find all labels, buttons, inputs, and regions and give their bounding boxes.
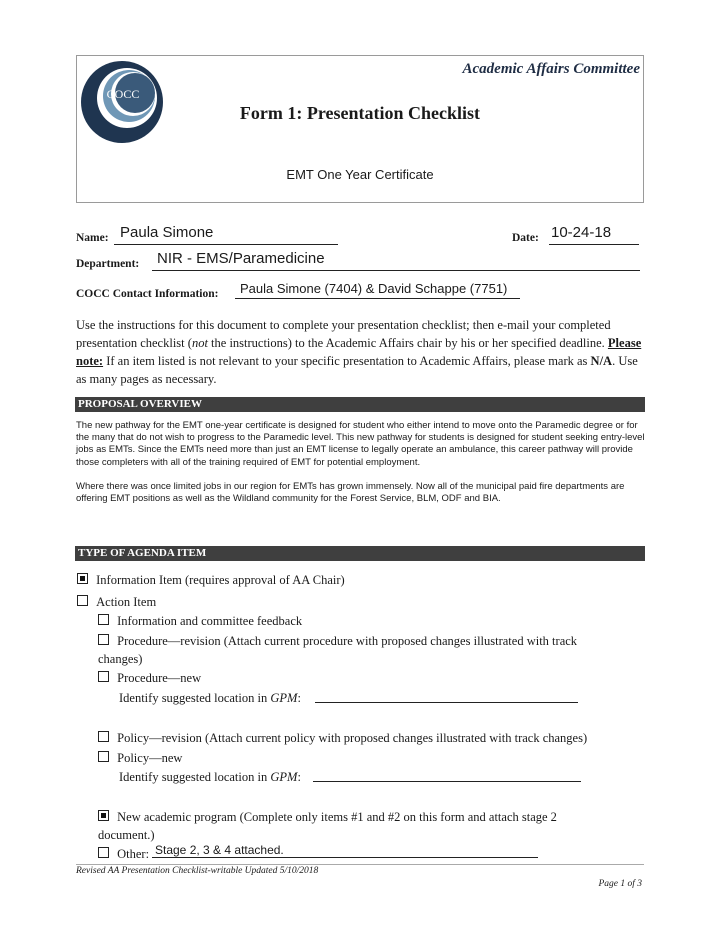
other-line (152, 857, 538, 858)
procedure-revision-checkbox[interactable] (98, 634, 109, 645)
action-item-checkbox[interactable] (77, 595, 88, 606)
policy-revision-checkbox[interactable] (98, 731, 109, 742)
name-line (114, 244, 338, 245)
date-label: Date: (512, 232, 539, 244)
procedure-new-row[interactable]: Procedure—new (98, 669, 201, 687)
procedure-revision-row[interactable]: Procedure—revision (Attach current procedure with proposed changes illustrated with track (98, 632, 577, 650)
policy-new-row[interactable]: Policy—new (98, 749, 182, 767)
policy-new-checkbox[interactable] (98, 751, 109, 762)
new-program-row[interactable]: New academic program (Complete only items #1 and #2 on this form and attach stage 2 (98, 808, 557, 826)
policy-location-line[interactable] (313, 781, 581, 782)
info-feedback-checkbox[interactable] (98, 614, 109, 625)
cocc-logo (80, 60, 164, 144)
department-field[interactable]: NIR - EMS/Paramedicine (157, 250, 325, 267)
other-checkbox[interactable] (98, 847, 109, 858)
date-field[interactable]: 10-24-18 (551, 224, 612, 241)
other-row[interactable]: Other: (98, 845, 149, 863)
information-item-row[interactable]: Information Item (requires approval of AA Chair) (77, 571, 345, 589)
contact-field[interactable]: Paula Simone (7404) & David Schappe (7751) (240, 281, 508, 296)
footer-divider (76, 864, 644, 865)
information-item-checkbox[interactable] (77, 573, 88, 584)
procedure-revision-cont: changes) (98, 652, 143, 666)
procedure-location-line[interactable] (315, 702, 578, 703)
info-feedback-row[interactable]: Information and committee feedback (98, 612, 302, 630)
proposal-overview-text[interactable]: The new pathway for the EMT one-year certificate is designed for student who either intend to move onto the Paramedic degree or for the many that do not wish to progress to the Paramedic level. This new pathway for students is designed for student seeking entry-level jobs as EMTs. Since the EMTs need more than just an EMT license to legally operate an ambulance, this career pathway will provide those completers with all of the training required of EMT for potential employment. Where there was once limited jobs in our region for EMTs has grown immensely. Now all of the municipal paid fire departments are offering EMT positions as well as the Wildland community for the Forest Service, BLM, ODF and BIA. (76, 420, 645, 505)
instructions: Use the instructions for this document to complete your presentation checklist; then e-mail your completed presentation checklist (not the instructions) to the Academic Affairs chair by his or her specified deadline. Please note: If an item listed is not relevant to your specific presentation to Academic Affairs, please mark as N/A. Use as many pages as necessary. (76, 318, 642, 386)
logo-text: COCC (106, 87, 140, 101)
action-item-row[interactable]: Action Item (77, 593, 156, 611)
form-title: Form 1: Presentation Checklist (239, 103, 481, 123)
other-field[interactable]: Stage 2, 3 & 4 attached. (155, 843, 284, 857)
contact-line (235, 298, 520, 299)
procedure-new-checkbox[interactable] (98, 671, 109, 682)
department-line (152, 270, 640, 271)
policy-revision-row[interactable]: Policy—revision (Attach current policy with proposed changes illustrated with track changes) (98, 729, 587, 747)
date-line (549, 244, 639, 245)
department-label: Department: (76, 258, 140, 270)
page-number: Page 1 of 3 (598, 879, 642, 889)
committee-name: Academic Affairs Committee (462, 61, 640, 77)
procedure-location-label: Identify suggested location in GPM: (119, 691, 301, 705)
policy-location-label: Identify suggested location in GPM: (119, 770, 301, 784)
agenda-type-heading: TYPE OF AGENDA ITEM (75, 546, 645, 561)
new-program-checkbox[interactable] (98, 810, 109, 821)
proposal-overview-heading: PROPOSAL OVERVIEW (75, 397, 645, 412)
name-field[interactable]: Paula Simone (120, 224, 214, 241)
contact-label: COCC Contact Information: (76, 288, 219, 300)
footer-revision: Revised AA Presentation Checklist-writable Updated 5/10/2018 (76, 866, 319, 876)
new-program-cont: document.) (98, 828, 155, 842)
form-subtitle: EMT One Year Certificate (286, 167, 434, 182)
name-label: Name: (76, 232, 109, 244)
